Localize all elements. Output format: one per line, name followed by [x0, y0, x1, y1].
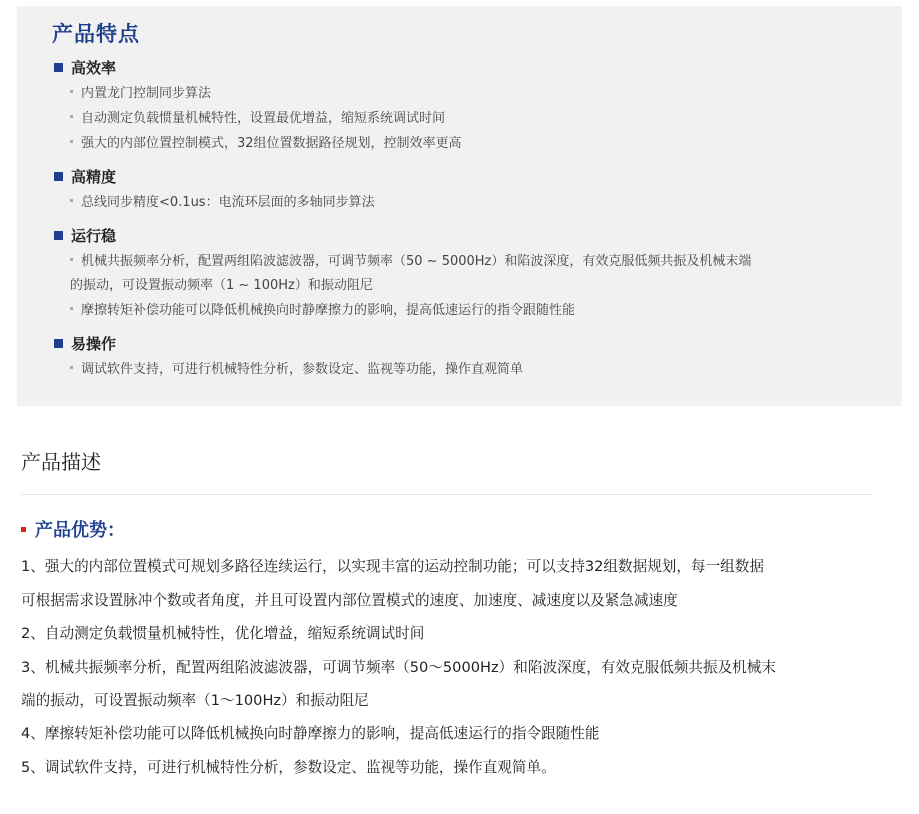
section-heading-label: 高精度 [71, 168, 117, 186]
dot-bullet-icon [70, 199, 73, 202]
advantage-line: 3、机械共振频率分析，配置两组陷波滤波器，可调节频率（50～5000Hz）和陷波深度，有效克服低频共振及机械末 [21, 659, 776, 676]
advantage-line: 可根据需求设置脉冲个数或者角度，并且可设置内部位置模式的速度、加速度、减速度以及紧急减速度 [21, 592, 678, 609]
feature-line: 自动测定负载惯量机械特性，设置最优增益，缩短系统调试时间 [70, 109, 445, 129]
feature-line: 调试软件支持，可进行机械特性分析，参数设定、监视等功能，操作直观简单 [70, 360, 523, 380]
features-panel [17, 6, 902, 406]
square-bullet-icon [54, 172, 63, 181]
advantage-line: 4、摩擦转矩补偿功能可以降低机械换向时静摩擦力的影响，提高低速运行的指令跟随性能 [21, 725, 600, 742]
square-bullet-icon [54, 231, 63, 240]
divider [21, 494, 873, 495]
advantage-line: 端的振动，可设置振动频率（1～100Hz）和振动阻尼 [21, 692, 369, 709]
section-heading-label: 高效率 [71, 59, 117, 77]
advantage-line: 5、调试软件支持，可进行机械特性分析，参数设定、监视等功能，操作直观简单。 [21, 759, 556, 776]
advantages-heading-label: 产品优势： [35, 520, 125, 541]
dot-bullet-icon [70, 90, 73, 93]
dot-bullet-icon [70, 140, 73, 143]
section-heading-label: 运行稳 [71, 227, 117, 245]
feature-line: 机械共振频率分析，配置两组陷波滤波器，可调节频率（50 ~ 5000Hz）和陷波深度，有效克服低频共振及机械末端 [70, 252, 751, 272]
advantage-line: 1、强大的内部位置模式可规划多路径连续运行，以实现丰富的运动控制功能；可以支持32组数据规划，每一组数据 [21, 558, 764, 575]
section-heading-precision [54, 167, 116, 187]
section-heading-stability [54, 226, 116, 246]
feature-line-continuation: 的振动，可设置振动频率（1 ~ 100Hz）和振动阻尼 [70, 278, 373, 293]
feature-line: 总线同步精度<0.1us：电流环层面的多轴同步算法 [70, 193, 375, 213]
section-heading-efficiency [54, 58, 116, 78]
dot-bullet-icon [70, 115, 73, 118]
advantage-line: 2、自动测定负载惯量机械特性，优化增益，缩短系统调试时间 [21, 625, 425, 642]
advantages-heading [21, 518, 125, 544]
section-heading-label: 易操作 [71, 335, 117, 353]
section-heading-usability [54, 334, 116, 354]
dot-bullet-icon [70, 258, 73, 261]
dot-bullet-icon [70, 366, 73, 369]
feature-line: 强大的内部位置控制模式，32组位置数据路径规划，控制效率更高 [70, 134, 462, 154]
square-bullet-icon [54, 63, 63, 72]
description-heading: 产品描述 [21, 450, 101, 474]
square-bullet-icon [54, 339, 63, 348]
feature-line: 内置龙门控制同步算法 [70, 84, 211, 104]
dot-bullet-icon [70, 307, 73, 310]
feature-line: 摩擦转矩补偿功能可以降低机械换向时静摩擦力的影响，提高低速运行的指令跟随性能 [70, 301, 575, 321]
red-square-bullet-icon [21, 527, 26, 532]
features-title: 产品特点 [52, 22, 140, 46]
